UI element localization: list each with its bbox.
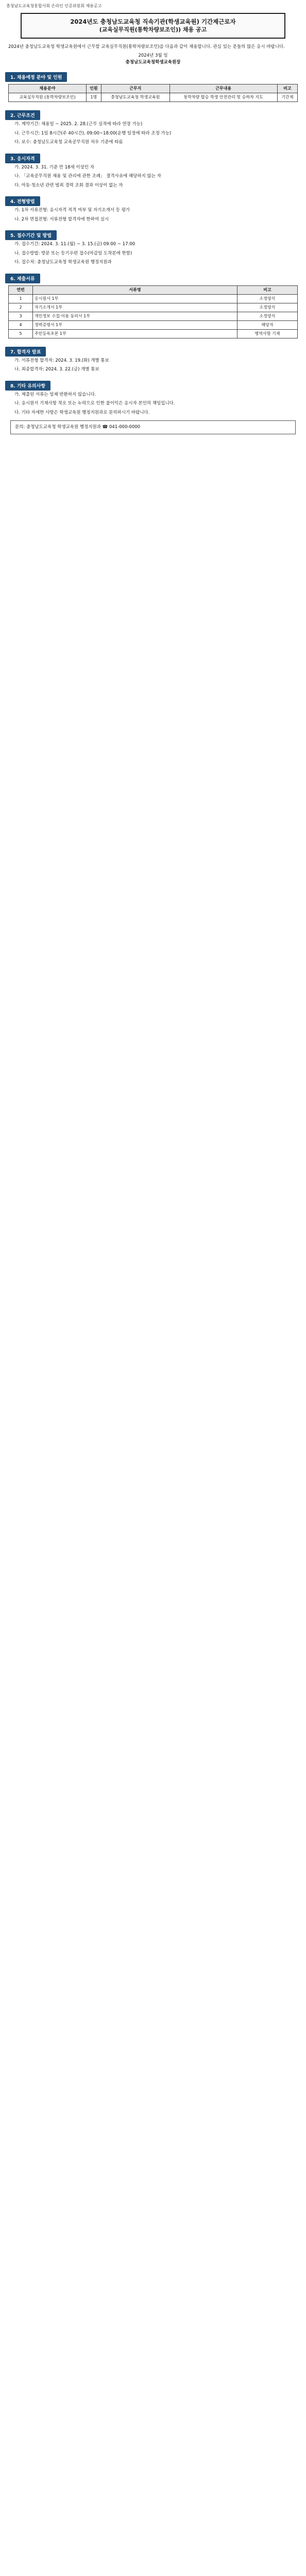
intro-text: 2024년 충청남도교육청 학생교육원에서 근무할 교육실무직원(통학차량보조인)을 다음과 같이 채용합니다. 관심 있는 분들의 많은 응시 바랍니다. [8,44,285,49]
table-header: 비고 [237,285,298,294]
table-cell: 소정양식 [237,303,298,312]
table-header: 근무내용 [169,84,277,93]
section-heading: 2. 근무조건 [5,110,40,120]
table-cell: 소정양식 [237,294,298,303]
table-cell: 개인정보 수집·이용 동의서 1부 [33,312,237,320]
table-row [9,303,298,312]
table-row [9,312,298,320]
table-cell: 자기소개서 1부 [33,303,237,312]
contact-text: 문의: 충청남도교육청 학생교육원 행정지원과 ☎ 041-000-0000 [15,425,141,430]
table-row [9,294,298,303]
list-item: 다. 기타 자세한 사항은 학생교육원 행정지원과로 문의하시기 바랍니다. [14,410,150,415]
section-results [5,346,301,375]
contact-box [10,420,296,434]
header-note: 충청남도교육청통합사회 온라인 인증위원회 채용공고 [6,4,102,8]
table-row [9,93,298,102]
section-heading: 6. 제출서류 [5,274,40,283]
title-line-1: 2024년도 충청남도교육청 직속기관(학생교육원) 기간제근로자 [70,18,236,25]
list-item: 다. 보수: 충청남도교육청 교육공무직원 처우 기준에 따름 [14,140,123,145]
section-heading: 3. 응시자격 [5,154,40,163]
section-conditions [5,109,301,147]
table-header: 비고 [277,84,297,93]
table-cell: 경력증명서 1부 [33,320,237,329]
list-item: 나. 최종합격자: 2024. 3. 22.(금) 개별 통보 [14,367,99,372]
list-item: 가. 접수기간: 2024. 3. 11.(월) ~ 3. 15.(금) 09:00 ~ 17:00 [14,242,135,247]
table-header: 인원 [86,84,101,93]
table-cell: 3 [9,312,33,320]
section-selection [5,195,301,224]
list-item: 나. 「교육공무직원 채용 및 관리에 관한 조례」 결격사유에 해당하지 않는 자 [14,174,161,179]
table-row [9,329,298,338]
documents-table [8,285,298,338]
section-heading: 4. 전형방법 [5,196,40,206]
table-header: 채용분야 [9,84,87,93]
table-cell: 소정양식 [237,312,298,320]
table-cell: 해당자 [237,320,298,329]
section-positions [5,71,301,104]
table-cell: 2 [9,303,33,312]
table-cell: 기간제 [277,93,297,102]
table-cell: 주민등록초본 1부 [33,329,237,338]
list-item: 가. 제출된 서류는 일체 반환하지 않습니다. [14,392,96,397]
list-item: 나. 접수방법: 방문 또는 등기우편 접수(마감일 도착분에 한함) [14,250,132,256]
table-cell: 통학차량 탑승 학생 안전관리 및 승하차 지도 [169,93,277,102]
date-line: 2024년 3월 일 [138,53,168,58]
table-cell: 5 [9,329,33,338]
list-item: 나. 2차 면접전형: 서류전형 합격자에 한하여 실시 [14,216,109,222]
list-item: 가. 1차 서류전형: 응시자격 적격 여부 및 자기소개서 등 평가 [14,208,130,213]
table-cell: 4 [9,320,33,329]
table-row [9,320,298,329]
list-item: 나. 근무시간: 1일 8시간(주 40시간), 09:00~18:00(운행 일정에 따라 조정 가능) [14,130,172,136]
section-qualifications [5,152,301,191]
table-header: 연번 [9,285,33,294]
list-item: 가. 2024. 3. 31. 기준 만 18세 이상인 자 [14,164,94,170]
list-item: 가. 서류전형 합격자: 2024. 3. 19.(화) 개별 통보 [14,358,109,363]
list-item: 다. 아동·청소년 관련 범죄 경력 조회 결과 이상이 없는 자 [14,182,123,188]
table-cell: 1 [9,294,33,303]
section-documents [5,273,301,341]
title-box [21,13,285,39]
list-item: 가. 계약기간: 채용일 ~ 2025. 2. 28.(근무 실적에 따라 연장 가능) [14,122,143,127]
section-application [5,229,301,267]
list-item: 나. 응시원서 기재사항 착오 또는 누락으로 인한 불이익은 응시자 본인의 책임입니다. [14,401,175,406]
table-cell: 교육실무직원 (통학차량보조인) [9,93,87,102]
table-header: 서류명 [33,285,237,294]
section-heading: 5. 접수기간 및 방법 [5,230,57,240]
section-heading: 7. 합격자 발표 [5,347,46,357]
table-cell: 응시원서 1부 [33,294,237,303]
section-notes [5,380,301,418]
table-cell: 1명 [86,93,101,102]
title-line-2: (교육실무직원(통학차량보조인)) 채용 공고 [99,26,207,33]
table-cell: 병역사항 기재 [237,329,298,338]
org-line: 충청남도교육청학생교육원장 [125,60,181,65]
section-heading: 1. 채용예정 분야 및 인원 [5,72,67,82]
table-header: 근무지 [101,84,169,93]
list-item: 다. 접수처: 충청남도교육청 학생교육원 행정지원과 [14,260,112,265]
section-heading: 8. 기타 유의사항 [5,381,50,391]
positions-table [8,84,298,102]
table-cell: 충청남도교육청 학생교육원 [101,93,169,102]
